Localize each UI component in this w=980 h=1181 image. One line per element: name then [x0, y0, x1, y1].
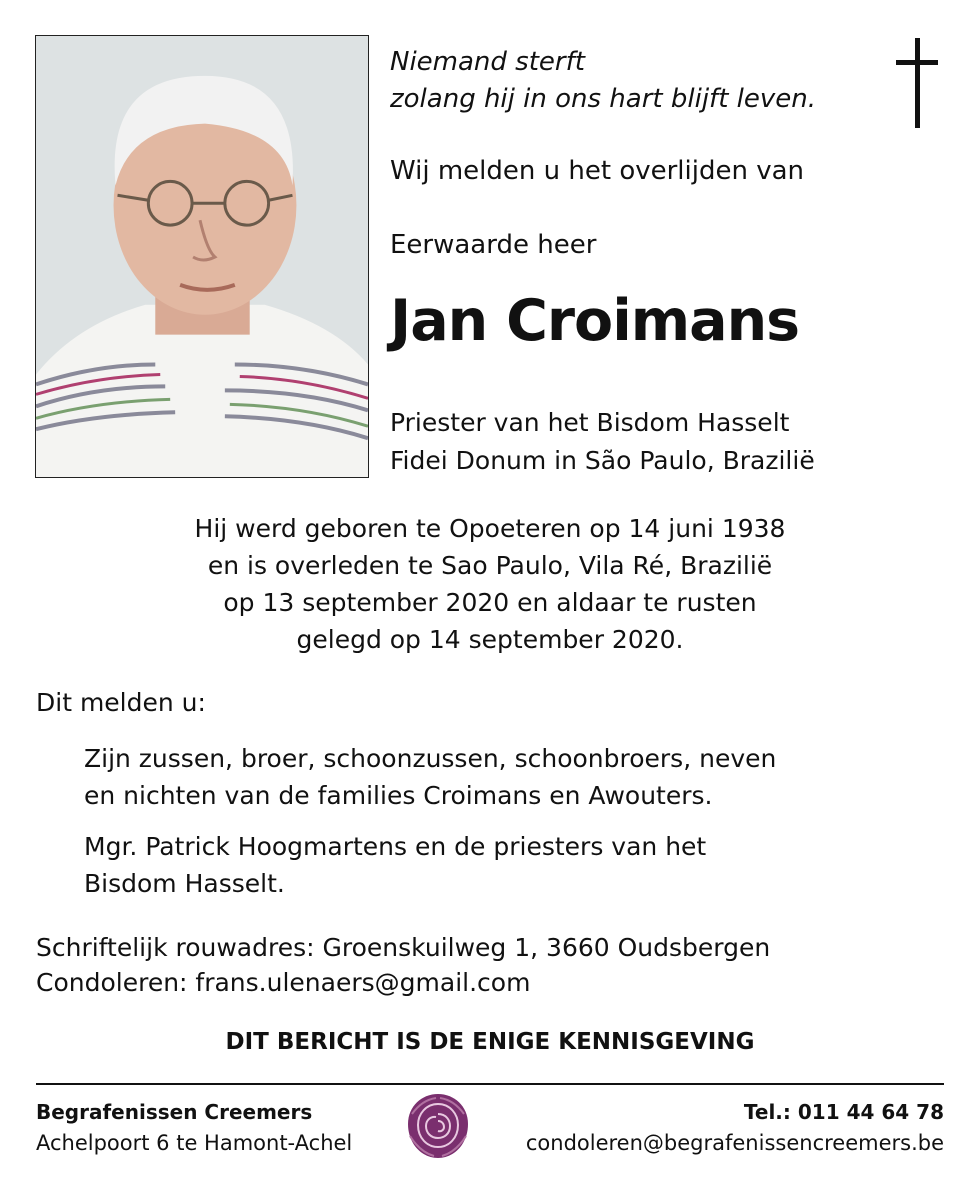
announcement-text: Wij melden u het overlijden van — [390, 156, 805, 186]
funeral-home-email: condoleren@begrafenissencreemers.be — [525, 1131, 944, 1155]
family-line-2: en nichten van de families Croimans en Awouters. — [84, 781, 713, 810]
dates-line-3: op 13 september 2020 en aldaar te rusten — [223, 588, 757, 617]
bishop-line-1: Mgr. Patrick Hoogmartens en de priesters van het — [84, 832, 707, 861]
cross-icon — [896, 38, 938, 128]
rose-icon — [402, 1090, 474, 1162]
mourning-address: Schriftelijk rouwadres: Groenskuilweg 1, 3660 Oudsbergen — [36, 933, 771, 962]
funeral-home-address: Achelpoort 6 te Hamont-Achel — [36, 1131, 353, 1155]
condolence-email: Condoleren: frans.ulenaers@gmail.com — [36, 968, 531, 997]
bishop-line-2: Bisdom Hasselt. — [84, 869, 285, 898]
only-notice-text: DIT BERICHT IS DE ENIGE KENNISGEVING — [225, 1029, 755, 1055]
role-line-1: Priester van het Bisdom Hasselt — [390, 408, 790, 437]
roles-block — [390, 404, 815, 480]
quote-line-2: zolang hij in ons hart blijft leven. — [390, 84, 817, 114]
footer-divider — [36, 1083, 944, 1085]
dates-line-4: gelegd op 14 september 2020. — [296, 625, 684, 654]
funeral-home-phone: Tel.: 011 44 64 78 — [743, 1100, 944, 1124]
family-line-1: Zijn zussen, broer, schoonzussen, schoonbroers, neven — [84, 744, 777, 773]
honorific-text: Eerwaarde heer — [390, 230, 597, 260]
dates-block — [0, 510, 980, 658]
mourners-intro: Dit melden u: — [36, 688, 206, 717]
mourners-family — [84, 740, 776, 814]
deceased-name: Jan Croimans — [390, 288, 800, 354]
quote-line-1: Niemand sterft — [390, 47, 585, 77]
memorial-quote — [390, 44, 816, 118]
dates-line-1: Hij werd geboren te Opoeteren op 14 juni 1938 — [194, 514, 786, 543]
contact-block — [36, 930, 770, 1000]
portrait-illustration — [36, 36, 368, 477]
dates-line-2: en is overleden te Sao Paulo, Vila Ré, Brazilië — [207, 551, 773, 580]
funeral-home-name: Begrafenissen Creemers — [36, 1100, 313, 1124]
portrait-photo — [35, 35, 369, 478]
mourners-bishop — [84, 828, 706, 902]
role-line-2: Fidei Donum in São Paulo, Brazilië — [390, 446, 815, 475]
